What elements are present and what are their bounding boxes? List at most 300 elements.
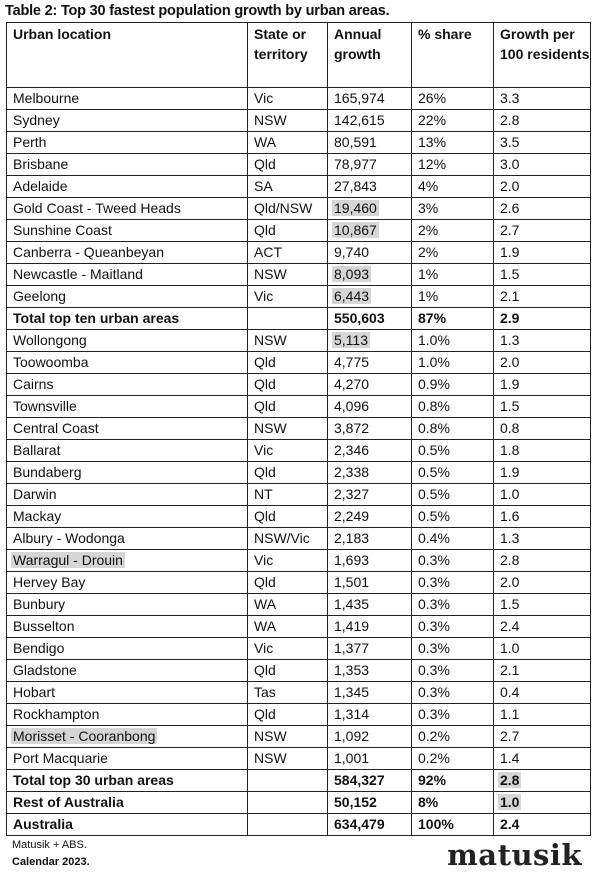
- table-row: [7, 264, 591, 286]
- cell-urban-location: [7, 374, 248, 396]
- cell-growth-per-100-text: 2.6: [500, 200, 520, 216]
- cell-share-text: 0.3%: [418, 574, 450, 590]
- cell-state: [248, 220, 328, 242]
- cell-growth-per-100-highlighted: 1.0: [500, 794, 520, 810]
- cell-share-text: 2%: [418, 222, 439, 238]
- cell-urban-location: [7, 506, 248, 528]
- cell-annual-growth: [328, 528, 412, 550]
- cell-growth-per-100-text: 3.0: [500, 156, 520, 172]
- cell-state: [248, 572, 328, 594]
- cell-state: [248, 286, 328, 308]
- cell-annual-growth-highlighted: 5,113: [334, 332, 368, 348]
- cell-share-text: 3%: [418, 200, 439, 216]
- total-row: [7, 814, 591, 836]
- cell-urban-location: [7, 814, 248, 836]
- cell-growth-per-100-text: 1.5: [500, 398, 520, 414]
- cell-annual-growth-text: 584,327: [334, 772, 385, 788]
- cell-urban-location: [7, 396, 248, 418]
- cell-growth-per-100: [494, 220, 591, 242]
- table-row: [7, 704, 591, 726]
- cell-share-text: 100%: [418, 816, 454, 832]
- cell-urban-location-text: Newcastle - Maitland: [13, 266, 143, 282]
- cell-share: [412, 242, 494, 264]
- cell-urban-location-text: Townsville: [13, 398, 77, 414]
- cell-annual-growth: [328, 660, 412, 682]
- header-state: State or territory: [248, 23, 328, 88]
- cell-annual-growth-text: 4,775: [334, 354, 370, 370]
- cell-urban-location: [7, 550, 248, 572]
- cell-state: [248, 770, 328, 792]
- cell-annual-growth: [328, 594, 412, 616]
- cell-urban-location: [7, 638, 248, 660]
- cell-annual-growth: [328, 484, 412, 506]
- cell-state: [248, 726, 328, 748]
- cell-annual-growth-text: 1,693: [334, 552, 370, 568]
- cell-share-text: 0.3%: [418, 662, 450, 678]
- cell-state: [248, 616, 328, 638]
- cell-state: [248, 154, 328, 176]
- cell-state: [248, 814, 328, 836]
- cell-urban-location: [7, 110, 248, 132]
- cell-state-text: NSW: [254, 112, 287, 128]
- cell-annual-growth-text: 2,338: [334, 464, 370, 480]
- cell-growth-per-100: [494, 462, 591, 484]
- cell-share: [412, 660, 494, 682]
- cell-annual-growth: [328, 396, 412, 418]
- cell-growth-per-100-text: 1.3: [500, 332, 520, 348]
- cell-state-text: Qld: [254, 222, 276, 238]
- calendar-note: Calendar 2023.: [12, 856, 90, 868]
- table-row: [7, 506, 591, 528]
- cell-state: [248, 484, 328, 506]
- cell-growth-per-100-text: 2.0: [500, 178, 520, 194]
- cell-state-text: Qld: [254, 376, 276, 392]
- cell-urban-location: [7, 682, 248, 704]
- table-row: [7, 396, 591, 418]
- cell-share: [412, 154, 494, 176]
- cell-share: [412, 528, 494, 550]
- cell-urban-location: [7, 352, 248, 374]
- cell-annual-growth: [328, 506, 412, 528]
- cell-urban-location-highlighted: Warragul - Drouin: [13, 552, 123, 568]
- cell-share-text: 0.4%: [418, 530, 450, 546]
- cell-state-text: WA: [254, 134, 277, 150]
- cell-growth-per-100: [494, 154, 591, 176]
- cell-urban-location: [7, 154, 248, 176]
- cell-growth-per-100-text: 1.5: [500, 266, 520, 282]
- cell-annual-growth-text: 80,591: [334, 134, 377, 150]
- cell-share: [412, 704, 494, 726]
- cell-growth-per-100-text: 2.4: [500, 816, 520, 832]
- cell-annual-growth: [328, 374, 412, 396]
- source-note: Matusik + ABS.: [12, 839, 87, 851]
- cell-state: [248, 682, 328, 704]
- cell-urban-location: [7, 660, 248, 682]
- total-row: [7, 308, 591, 330]
- cell-annual-growth-highlighted: 10,867: [334, 222, 377, 238]
- cell-state-text: Qld: [254, 398, 276, 414]
- cell-urban-location-text: Rest of Australia: [13, 794, 124, 810]
- cell-urban-location-text: Albury - Wodonga: [13, 530, 125, 546]
- cell-state-text: Vic: [254, 552, 274, 568]
- cell-annual-growth: [328, 176, 412, 198]
- cell-growth-per-100: [494, 88, 591, 110]
- cell-growth-per-100-text: 3.5: [500, 134, 520, 150]
- cell-annual-growth-text: 1,001: [334, 750, 370, 766]
- cell-urban-location: [7, 528, 248, 550]
- cell-share-text: 1%: [418, 266, 439, 282]
- cell-share: [412, 506, 494, 528]
- table-row: [7, 88, 591, 110]
- cell-growth-per-100: [494, 242, 591, 264]
- cell-growth-per-100-text: 1.1: [500, 706, 520, 722]
- cell-growth-per-100: [494, 396, 591, 418]
- cell-share-text: 0.5%: [418, 486, 450, 502]
- cell-state-text: NSW: [254, 728, 287, 744]
- cell-growth-per-100: [494, 704, 591, 726]
- cell-state-text: Qld: [254, 508, 276, 524]
- table-row: [7, 176, 591, 198]
- cell-share: [412, 176, 494, 198]
- cell-growth-per-100: [494, 374, 591, 396]
- table-row: [7, 462, 591, 484]
- cell-state: [248, 110, 328, 132]
- cell-annual-growth-text: 1,353: [334, 662, 370, 678]
- cell-annual-growth: [328, 154, 412, 176]
- cell-state: [248, 704, 328, 726]
- cell-annual-growth: [328, 726, 412, 748]
- cell-share-text: 0.8%: [418, 398, 450, 414]
- table-row: [7, 110, 591, 132]
- cell-annual-growth: [328, 352, 412, 374]
- cell-share-text: 0.9%: [418, 376, 450, 392]
- cell-state: [248, 132, 328, 154]
- cell-share-text: 1.0%: [418, 354, 450, 370]
- cell-annual-growth: [328, 792, 412, 814]
- cell-growth-per-100-text: 1.9: [500, 464, 520, 480]
- total-row: [7, 770, 591, 792]
- cell-share: [412, 726, 494, 748]
- cell-share-text: 92%: [418, 772, 447, 788]
- cell-annual-growth-text: 2,183: [334, 530, 370, 546]
- cell-annual-growth-highlighted: 8,093: [334, 266, 370, 282]
- cell-state-text: Vic: [254, 442, 274, 458]
- cell-state: [248, 638, 328, 660]
- cell-urban-location: [7, 286, 248, 308]
- cell-growth-per-100-text: 3.3: [500, 90, 520, 106]
- cell-annual-growth-text: 27,843: [334, 178, 377, 194]
- cell-state: [248, 242, 328, 264]
- cell-annual-growth-text: 165,974: [334, 90, 385, 106]
- cell-urban-location-text: Canberra - Queanbeyan: [13, 244, 164, 260]
- table-row: [7, 528, 591, 550]
- cell-state: [248, 176, 328, 198]
- cell-growth-per-100: [494, 572, 591, 594]
- cell-annual-growth-text: 4,270: [334, 376, 370, 392]
- cell-annual-growth-text: 1,435: [334, 596, 370, 612]
- cell-state: [248, 506, 328, 528]
- cell-growth-per-100: [494, 506, 591, 528]
- cell-annual-growth-text: 2,346: [334, 442, 370, 458]
- cell-state-text: WA: [254, 596, 277, 612]
- cell-annual-growth-text: 9,740: [334, 244, 370, 260]
- cell-annual-growth: [328, 638, 412, 660]
- cell-urban-location: [7, 594, 248, 616]
- cell-urban-location-text: Hobart: [13, 684, 56, 700]
- cell-growth-per-100: [494, 418, 591, 440]
- cell-state-text: Qld: [254, 706, 276, 722]
- table-row: [7, 374, 591, 396]
- cell-annual-growth: [328, 616, 412, 638]
- cell-growth-per-100: [494, 286, 591, 308]
- cell-share-text: 1.0%: [418, 332, 450, 348]
- cell-share: [412, 792, 494, 814]
- cell-urban-location-text: Cairns: [13, 376, 54, 392]
- table-row: [7, 638, 591, 660]
- cell-urban-location-text: Adelaide: [13, 178, 68, 194]
- cell-annual-growth-text: 1,314: [334, 706, 370, 722]
- cell-share: [412, 748, 494, 770]
- cell-share: [412, 220, 494, 242]
- cell-share: [412, 88, 494, 110]
- cell-share: [412, 440, 494, 462]
- cell-state: [248, 396, 328, 418]
- cell-urban-location-text: Total top ten urban areas: [13, 310, 180, 326]
- cell-annual-growth: [328, 550, 412, 572]
- cell-state: [248, 308, 328, 330]
- cell-urban-location: [7, 484, 248, 506]
- cell-urban-location: [7, 198, 248, 220]
- cell-growth-per-100: [494, 308, 591, 330]
- table-row: [7, 616, 591, 638]
- table-row: [7, 726, 591, 748]
- cell-state-text: NT: [254, 486, 273, 502]
- cell-annual-growth-text: 1,419: [334, 618, 370, 634]
- cell-state-text: NSW: [254, 750, 287, 766]
- cell-growth-per-100-text: 2.7: [500, 728, 520, 744]
- cell-state-text: ACT: [254, 244, 282, 260]
- cell-growth-per-100: [494, 770, 591, 792]
- cell-annual-growth: [328, 308, 412, 330]
- cell-growth-per-100: [494, 528, 591, 550]
- cell-state: [248, 440, 328, 462]
- cell-urban-location: [7, 176, 248, 198]
- cell-urban-location: [7, 770, 248, 792]
- header-share: % share: [412, 23, 494, 88]
- cell-annual-growth: [328, 682, 412, 704]
- cell-annual-growth-text: 78,977: [334, 156, 377, 172]
- cell-growth-per-100-highlighted: 2.8: [500, 772, 520, 788]
- table-body: [7, 88, 591, 836]
- table-row: [7, 594, 591, 616]
- cell-state-text: WA: [254, 618, 277, 634]
- cell-urban-location-text: Geelong: [13, 288, 66, 304]
- cell-share-text: 1%: [418, 288, 439, 304]
- cell-growth-per-100: [494, 440, 591, 462]
- table-row: [7, 550, 591, 572]
- cell-growth-per-100-text: 2.1: [500, 288, 520, 304]
- cell-urban-location-text: Bendigo: [13, 640, 65, 656]
- cell-growth-per-100: [494, 352, 591, 374]
- cell-growth-per-100-text: 2.4: [500, 618, 520, 634]
- cell-urban-location: [7, 616, 248, 638]
- cell-urban-location-text: Port Macquarie: [13, 750, 108, 766]
- cell-share-text: 26%: [418, 90, 447, 106]
- cell-growth-per-100: [494, 484, 591, 506]
- table-row: [7, 440, 591, 462]
- cell-state-text: NSW/Vic: [254, 530, 310, 546]
- cell-share-text: 12%: [418, 156, 447, 172]
- cell-urban-location: [7, 264, 248, 286]
- cell-urban-location: [7, 792, 248, 814]
- cell-urban-location: [7, 88, 248, 110]
- cell-share: [412, 396, 494, 418]
- cell-annual-growth: [328, 748, 412, 770]
- cell-share-text: 0.5%: [418, 442, 450, 458]
- cell-share: [412, 330, 494, 352]
- cell-growth-per-100-text: 2.9: [500, 310, 520, 326]
- cell-growth-per-100: [494, 550, 591, 572]
- cell-annual-growth-text: 1,345: [334, 684, 370, 700]
- cell-state: [248, 374, 328, 396]
- cell-share-text: 87%: [418, 310, 447, 326]
- cell-urban-location: [7, 242, 248, 264]
- cell-urban-location-text: Sydney: [13, 112, 60, 128]
- table-title: Table 2: Top 30 fastest population growth by urban areas.: [5, 3, 390, 19]
- cell-annual-growth: [328, 242, 412, 264]
- cell-state: [248, 330, 328, 352]
- cell-growth-per-100: [494, 198, 591, 220]
- cell-annual-growth: [328, 704, 412, 726]
- cell-growth-per-100-text: 2.8: [500, 552, 520, 568]
- cell-annual-growth: [328, 286, 412, 308]
- cell-growth-per-100-text: 0.8: [500, 420, 520, 436]
- cell-state-text: NSW: [254, 266, 287, 282]
- cell-growth-per-100: [494, 264, 591, 286]
- cell-annual-growth-highlighted: 19,460: [334, 200, 377, 216]
- cell-urban-location-text: Melbourne: [13, 90, 80, 106]
- cell-urban-location-text: Sunshine Coast: [13, 222, 112, 238]
- cell-growth-per-100: [494, 638, 591, 660]
- cell-share-text: 22%: [418, 112, 447, 128]
- cell-share: [412, 616, 494, 638]
- cell-share-text: 2%: [418, 244, 439, 260]
- cell-growth-per-100: [494, 792, 591, 814]
- cell-urban-location: [7, 462, 248, 484]
- cell-growth-per-100: [494, 682, 591, 704]
- cell-urban-location-text: Brisbane: [13, 156, 69, 172]
- cell-share-text: 8%: [418, 794, 439, 810]
- cell-share-text: 0.3%: [418, 618, 450, 634]
- table-row: [7, 220, 591, 242]
- header-growth-per-100: Growth per 100 residents: [494, 23, 591, 88]
- cell-urban-location-text: Wollongong: [13, 332, 87, 348]
- cell-growth-per-100-text: 2.8: [500, 112, 520, 128]
- table-row: [7, 198, 591, 220]
- cell-share: [412, 286, 494, 308]
- cell-annual-growth: [328, 110, 412, 132]
- cell-share: [412, 418, 494, 440]
- cell-annual-growth: [328, 220, 412, 242]
- cell-share: [412, 814, 494, 836]
- cell-urban-location: [7, 220, 248, 242]
- cell-state: [248, 352, 328, 374]
- population-growth-table: [6, 22, 591, 836]
- cell-growth-per-100: [494, 814, 591, 836]
- cell-state-text: Qld: [254, 156, 276, 172]
- cell-urban-location: [7, 572, 248, 594]
- cell-annual-growth-text: 634,479: [334, 816, 385, 832]
- table-row: [7, 572, 591, 594]
- cell-state: [248, 594, 328, 616]
- cell-state: [248, 264, 328, 286]
- cell-state: [248, 792, 328, 814]
- cell-annual-growth-text: 50,152: [334, 794, 377, 810]
- cell-urban-location: [7, 330, 248, 352]
- cell-urban-location-text: Hervey Bay: [13, 574, 86, 590]
- cell-state-text: Vic: [254, 90, 274, 106]
- cell-growth-per-100-text: 2.0: [500, 574, 520, 590]
- cell-state: [248, 660, 328, 682]
- cell-share: [412, 352, 494, 374]
- cell-urban-location-text: Bunbury: [13, 596, 66, 612]
- cell-urban-location-text: Perth: [13, 134, 47, 150]
- cell-state-text: Qld: [254, 464, 276, 480]
- cell-state-text: Qld/NSW: [254, 200, 313, 216]
- cell-share-text: 0.3%: [418, 684, 450, 700]
- cell-annual-growth: [328, 572, 412, 594]
- cell-growth-per-100-text: 1.0: [500, 640, 520, 656]
- cell-share: [412, 594, 494, 616]
- cell-urban-location-text: Ballarat: [13, 442, 61, 458]
- cell-annual-growth: [328, 88, 412, 110]
- cell-share-text: 0.2%: [418, 728, 450, 744]
- table-row: [7, 748, 591, 770]
- cell-share: [412, 198, 494, 220]
- cell-share-text: 0.8%: [418, 420, 450, 436]
- cell-urban-location-text: Gladstone: [13, 662, 77, 678]
- cell-growth-per-100-text: 1.0: [500, 486, 520, 502]
- cell-share: [412, 374, 494, 396]
- table-row: [7, 286, 591, 308]
- cell-share-text: 0.3%: [418, 596, 450, 612]
- cell-annual-growth: [328, 770, 412, 792]
- cell-urban-location-text: Central Coast: [13, 420, 99, 436]
- table-row: [7, 660, 591, 682]
- cell-share-text: 0.5%: [418, 508, 450, 524]
- cell-state-text: Vic: [254, 288, 274, 304]
- cell-growth-per-100-text: 2.7: [500, 222, 520, 238]
- cell-growth-per-100-text: 1.9: [500, 244, 520, 260]
- cell-share: [412, 484, 494, 506]
- cell-share: [412, 132, 494, 154]
- cell-growth-per-100: [494, 660, 591, 682]
- cell-urban-location: [7, 418, 248, 440]
- cell-urban-location: [7, 308, 248, 330]
- cell-annual-growth-text: 4,096: [334, 398, 370, 414]
- cell-annual-growth-text: 142,615: [334, 112, 385, 128]
- cell-state-text: Qld: [254, 354, 276, 370]
- cell-annual-growth: [328, 440, 412, 462]
- cell-growth-per-100-text: 1.3: [500, 530, 520, 546]
- table-row: [7, 682, 591, 704]
- cell-annual-growth-text: 550,603: [334, 310, 385, 326]
- cell-annual-growth-text: 2,327: [334, 486, 370, 502]
- cell-state: [248, 748, 328, 770]
- table-row: [7, 352, 591, 374]
- cell-state-text: NSW: [254, 420, 287, 436]
- cell-urban-location-text: Bundaberg: [13, 464, 82, 480]
